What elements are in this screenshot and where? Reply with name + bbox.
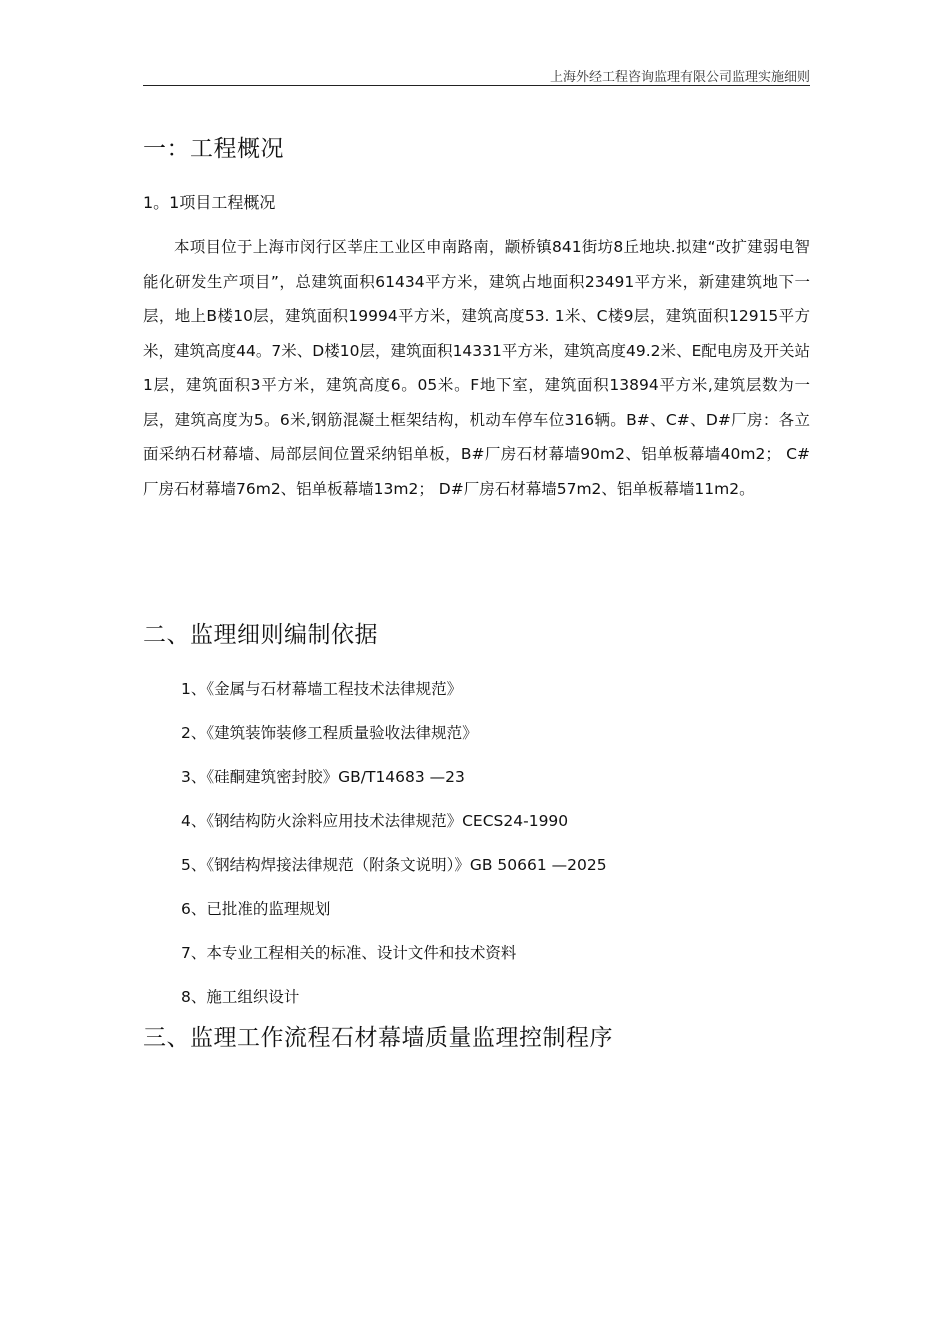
project-overview-paragraph: 本项目位于上海市闵行区莘庄工业区申南路南，颛桥镇841街坊8丘地块.拟建“改扩建弱电智能化研发生产项目”，总建筑面积61434平方米，建筑占地面积23491平方米，新建建筑地下一层，地上B楼10层，建筑面积19994平方米，建筑高度53. 1米、C楼9层，建筑面积12915平方米，建筑高度44。7米、D楼10层，建筑面积14331平方米，建筑高度49.2米、E配电房及开关站1层，建筑面积3平方米，建筑高度6。05米。F地下室，建筑面积13894平方米,建筑层数为一层，建筑高度为5。6米,钢筋混凝土框架结构，机动车停车位316辆。B#、C#、D#厂房：各立面采纳石材幕墙、局部层间位置采纳铝单板，B#厂房石材幕墙90m2、铝单板幕墙40m2； C#厂房石材幕墙76m2、铝单板幕墙13m2； D#厂房石材幕墙57m2、铝单板幕墙11m2。: [143, 238, 810, 498]
section-1-heading: 一：工程概况: [143, 136, 284, 162]
reference-list: [181, 674, 607, 1026]
section-2-heading: 二、监理细则编制依据: [143, 622, 378, 648]
list-item: 3、《硅酮建筑密封胶》GB/T14683 —23: [181, 768, 465, 786]
list-item: 8、施工组织设计: [181, 988, 300, 1006]
list-item: 5、《钢结构焊接法律规范（附条文说明）》GB 50661 —2025: [181, 856, 607, 874]
list-item: 4、《钢结构防火涂料应用技术法律规范》CECS24-1990: [181, 812, 569, 830]
list-item: 2、《建筑装饰装修工程质量验收法律规范》: [181, 724, 478, 742]
section-1-1-heading: 1。1项目工程概况: [143, 193, 276, 212]
section-3-heading: 三、监理工作流程石材幕墙质量监理控制程序: [143, 1025, 613, 1051]
list-item: 7、本专业工程相关的标准、设计文件和技术资料: [181, 944, 517, 962]
header-divider: [143, 85, 810, 86]
list-item: 6、已批准的监理规划: [181, 900, 331, 918]
list-item: 1、《金属与石材幕墙工程技术法律规范》: [181, 680, 463, 698]
page-header-title: 上海外经工程咨询监理有限公司监理实施细则: [549, 70, 810, 85]
